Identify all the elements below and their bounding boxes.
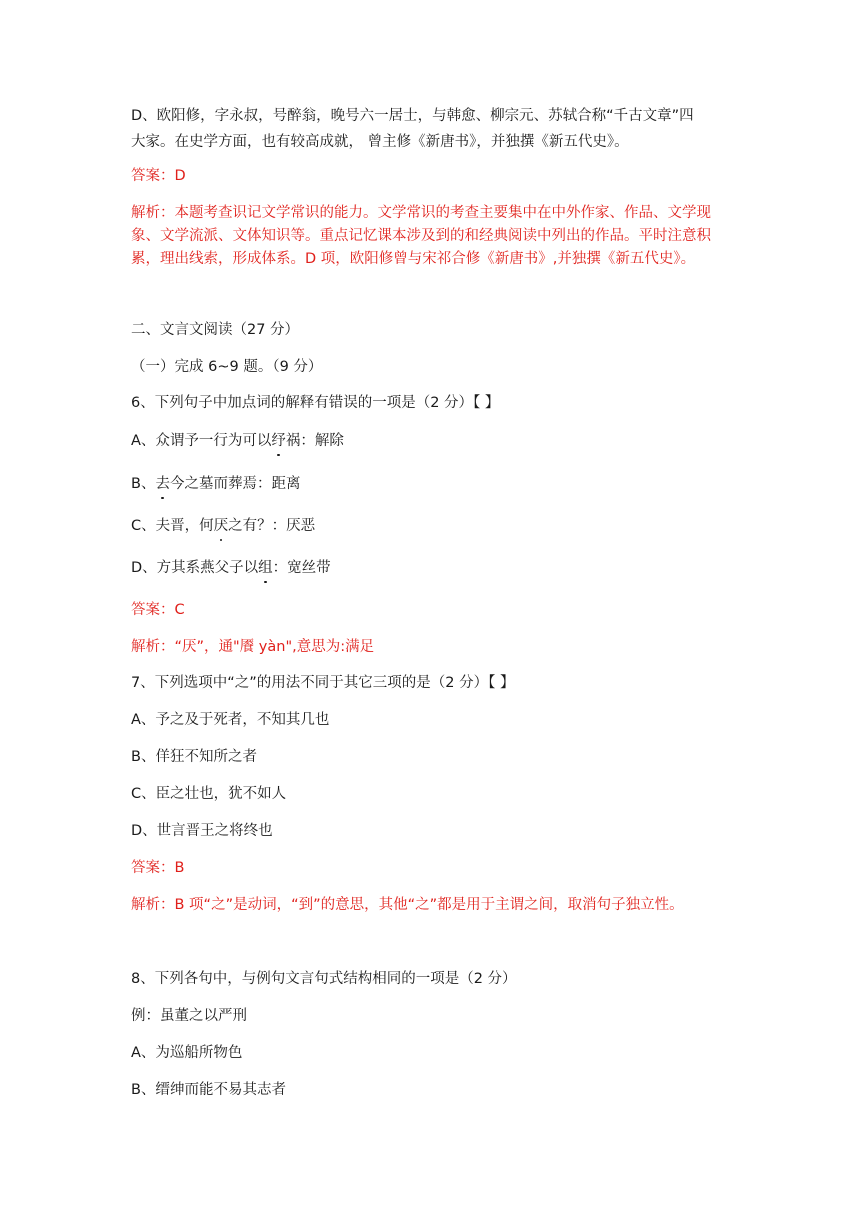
q8-example: 例：虽董之以严刑	[131, 1008, 247, 1024]
q6-analysis: 解析：“厌”，通"餍 yàn",意思为:满足	[131, 639, 375, 655]
q5-option-d-line1: D、欧阳修，字永叔，号醉翁，晚号六一居士，与韩愈、柳宗元、苏轼合称“千古文章”四	[131, 108, 694, 124]
q6-option-d-before: D、方其系燕父子以	[131, 560, 259, 576]
q6-option-d-dotted-word: 组	[258, 560, 273, 576]
q5-analysis-line1: 解析：本题考查识记文学常识的能力。文学常识的考查主要集中在中外作家、作品、文学现	[131, 205, 711, 221]
q8-stem: 8、下列各句中，与例句文言句式结构相同的一项是（2 分）	[131, 971, 517, 987]
q6-option-b-before: B、	[131, 476, 156, 492]
section-sub-heading: （一）完成 6~9 题。（9 分）	[131, 359, 323, 375]
q7-analysis: 解析：B 项“之”是动词，“到”的意思，其他“之”都是用于主谓之间，取消句子独立性。	[131, 897, 684, 913]
q6-stem: 6、下列句子中加点词的解释有错误的一项是（2 分）【 】	[131, 395, 500, 411]
q7-answer: 答案：B	[131, 860, 185, 876]
q7-option-d: D、世言晋王之将终也	[131, 823, 273, 839]
q5-analysis-line3: 累，理出线索，形成体系。D 项，欧阳修曾与宋祁合修《新唐书》,并独撰《新五代史》。	[131, 251, 696, 267]
q6-option-d	[131, 558, 331, 578]
q7-option-a: A、予之及于死者，不知其几也	[131, 712, 330, 728]
q6-answer: 答案：C	[131, 602, 185, 618]
q6-option-b	[131, 474, 300, 494]
q6-option-b-after: 今之墓而葬焉：距离	[169, 476, 301, 492]
q6-option-d-after: ：宽丝带	[272, 560, 331, 576]
q6-option-a-before: A、众谓予一行为可以	[131, 433, 272, 449]
q6-option-b-dotted-word: 去	[155, 476, 170, 492]
q6-option-c	[131, 516, 315, 536]
q8-option-a: A、为巡船所物色	[131, 1045, 243, 1061]
q7-option-c: C、臣之壮也，犹不如人	[131, 786, 287, 802]
q6-option-c-dotted-word: 厌	[213, 518, 229, 534]
q7-option-b: B、佯狂不知所之者	[131, 749, 257, 765]
q6-option-c-after: 之有？：厌恶	[228, 518, 316, 534]
q5-analysis-line2: 象、文学流派、文体知识等。重点记忆课本涉及到的和经典阅读中列出的作品。平时注意积	[131, 228, 711, 244]
q7-stem: 7、下列选项中“之”的用法不同于其它三项的是（2 分）【 】	[131, 675, 515, 691]
q6-option-c-before: C、夫晋，何	[131, 518, 214, 534]
q8-option-b: B、缙绅而能不易其志者	[131, 1082, 286, 1098]
q6-option-a	[131, 431, 344, 451]
q6-option-a-after: 祸：解除	[285, 433, 344, 449]
q5-answer: 答案：D	[131, 168, 186, 184]
q5-option-d-line2: 大家。在史学方面，也有较高成就， 曾主修《新唐书》，并独撰《新五代史》。	[131, 134, 629, 150]
q6-option-a-dotted-word: 纾	[271, 433, 286, 449]
section-heading: 二、文言文阅读（27 分）	[131, 322, 300, 338]
